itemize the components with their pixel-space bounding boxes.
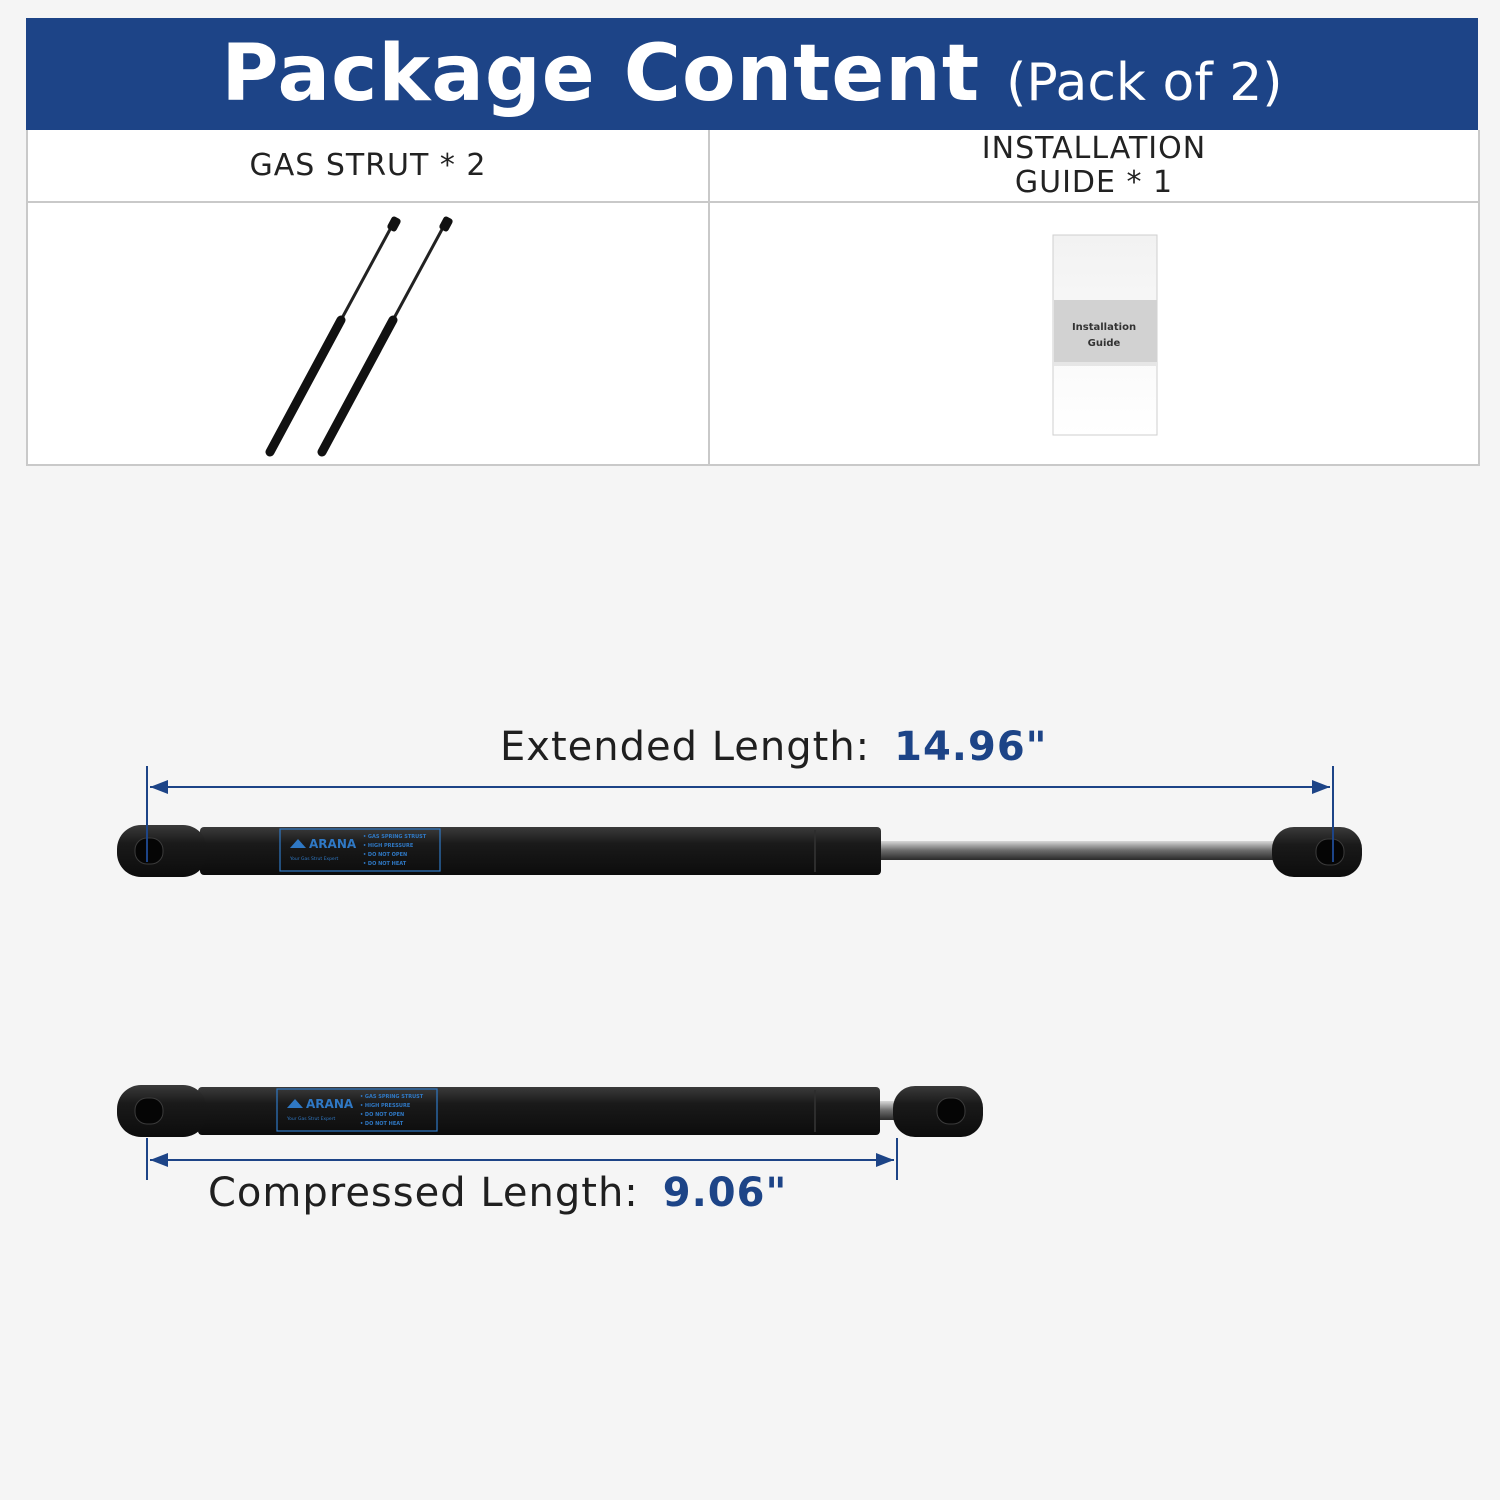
banner-subtitle: (Pack of 2) [1006,53,1283,113]
extended-strut-bullet-1: • GAS SPRING STRUST [363,834,427,840]
extended-strut-bullet-2: • HIGH PRESSURE [363,843,414,849]
compressed-strut [117,1085,983,1137]
extended-strut [117,825,1362,877]
extended-strut-tagline: Your Gas Strut Expert [290,857,339,862]
compressed-length-label [208,1170,787,1216]
compressed-length-text: Compressed Length: [208,1170,639,1216]
compressed-strut-brand: ARANA [306,1097,354,1111]
banner-title: Package Content [221,29,981,119]
guide-line-1: Installation [1071,322,1137,333]
extended-strut-bullet-4: • DO NOT HEAT [363,861,407,867]
extended-strut-brand: ARANA [309,837,357,851]
compressed-strut-bullet-2: • HIGH PRESSURE [360,1103,411,1109]
extended-length-value: 14.96" [894,724,1048,770]
compressed-length-value: 9.06" [662,1170,788,1216]
extended-length-label [500,724,1048,770]
compressed-strut-bullet-4: • DO NOT HEAT [360,1121,404,1127]
compressed-strut-tagline: Your Gas Strut Expert [287,1117,336,1122]
extended-strut-bullet-3: • DO NOT OPEN [363,852,408,858]
gas-strut-heading: GAS STRUT * 2 [249,147,487,183]
compressed-strut-bullet-3: • DO NOT OPEN [360,1112,405,1118]
extended-strut-rod [880,841,1275,860]
package-strut-right [322,215,454,452]
compressed-strut-bullet-1: • GAS SPRING STRUST [360,1094,424,1100]
guide-line-2: Guide [1087,338,1121,349]
extended-strut-cylinder [200,827,881,875]
installation-guide-heading-text: INSTALLATION GUIDE * 1 [981,130,1207,200]
compressed-strut-cylinder [198,1087,880,1135]
extended-length-text: Extended Length: [500,724,871,770]
